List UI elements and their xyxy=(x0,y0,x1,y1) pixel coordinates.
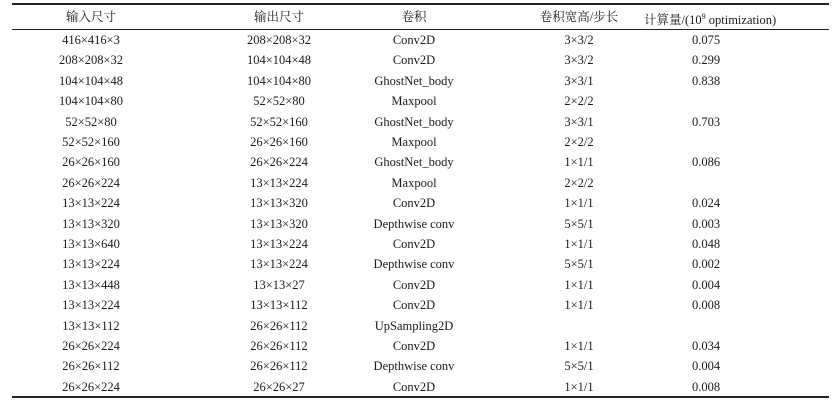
cell-kernel-stride: 1×1/1 xyxy=(564,196,594,211)
cell-compute: 0.004 xyxy=(692,277,721,292)
cell-output-size: 26×26×27 xyxy=(253,379,305,394)
cell-kernel-stride: 3×3/1 xyxy=(564,73,594,88)
cell-input-size: 104×104×48 xyxy=(58,73,124,88)
table-row xyxy=(12,254,829,274)
table-row xyxy=(12,356,829,376)
cell-conv-type: GhostNet_body xyxy=(374,155,454,170)
cell-kernel-stride: 1×1/1 xyxy=(564,237,594,251)
cell-output-size: 26×26×160 xyxy=(250,135,308,149)
cell-conv-type: Maxpool xyxy=(391,94,437,109)
cell-conv-type: Depthwise conv xyxy=(373,359,455,374)
cell-conv-type: GhostNet_body xyxy=(374,73,454,88)
cell-kernel-stride: 2×2/2 xyxy=(564,135,594,149)
cell-output-size: 104×104×48 xyxy=(246,53,312,68)
cell-input-size: 52×52×80 xyxy=(65,114,117,129)
cell-compute: 0.086 xyxy=(692,155,721,170)
cell-conv-type: Depthwise conv xyxy=(373,257,455,272)
cell-input-size: 13×13×224 xyxy=(62,257,120,272)
table-row xyxy=(12,234,829,254)
cell-output-size: 13×13×27 xyxy=(253,277,305,292)
cell-input-size: 26×26×224 xyxy=(62,379,120,394)
table-row xyxy=(12,377,829,397)
cell-conv-type: Conv2D xyxy=(392,237,436,251)
cell-compute: 0.008 xyxy=(692,298,721,313)
cell-compute: 0.003 xyxy=(692,216,721,231)
cell-input-size: 13×13×640 xyxy=(62,237,120,251)
cell-output-size: 26×26×224 xyxy=(250,155,308,170)
cell-input-size: 13×13×224 xyxy=(62,196,120,211)
cell-kernel-stride: 2×2/2 xyxy=(564,175,594,190)
cell-conv-type: Maxpool xyxy=(391,175,437,190)
cell-conv-type: Conv2D xyxy=(392,33,436,47)
cell-output-size: 26×26×112 xyxy=(250,359,308,374)
cell-compute: 0.075 xyxy=(692,33,721,47)
cell-input-size: 26×26×160 xyxy=(62,155,120,170)
cell-compute: 0.002 xyxy=(692,257,721,272)
table-row xyxy=(12,152,829,172)
cell-conv-type: Conv2D xyxy=(392,339,436,353)
header-output-size: 输出尺寸 xyxy=(253,10,304,24)
table-row xyxy=(12,50,829,70)
header-compute-suffix: optimization) xyxy=(705,13,777,27)
cell-output-size: 13×13×224 xyxy=(250,175,308,190)
cell-compute: 0.299 xyxy=(692,53,721,68)
header-compute-exponent: 9 xyxy=(701,12,706,21)
table-row xyxy=(12,30,829,50)
cell-compute: 0.034 xyxy=(692,339,721,353)
cell-kernel-stride: 5×5/1 xyxy=(564,359,594,374)
cell-output-size: 13×13×224 xyxy=(250,237,308,251)
cell-compute: 0.048 xyxy=(692,237,721,251)
cell-conv-type: Depthwise conv xyxy=(373,216,455,231)
cell-conv-type: Conv2D xyxy=(392,379,436,394)
cell-kernel-stride: 1×1/1 xyxy=(564,277,594,292)
cell-output-size: 13×13×112 xyxy=(250,298,308,313)
cell-kernel-stride: 1×1/1 xyxy=(564,298,594,313)
table-row xyxy=(12,173,829,193)
cell-kernel-stride: 3×3/1 xyxy=(564,114,594,129)
table-row xyxy=(12,275,829,295)
cell-output-size: 26×26×112 xyxy=(250,318,308,333)
cell-input-size: 416×416×3 xyxy=(62,33,120,47)
cell-input-size: 208×208×32 xyxy=(58,53,124,68)
cell-input-size: 26×26×224 xyxy=(62,175,120,190)
cell-output-size: 52×52×160 xyxy=(250,114,308,129)
table-row xyxy=(12,193,829,213)
cell-conv-type: Conv2D xyxy=(392,196,436,211)
cell-kernel-stride: 3×3/2 xyxy=(564,53,594,68)
table-row xyxy=(12,71,829,91)
cell-kernel-stride: 1×1/1 xyxy=(564,339,594,353)
cell-kernel-stride: 1×1/1 xyxy=(564,379,594,394)
header-kernel-stride: 卷积宽高/步长 xyxy=(539,10,619,24)
table-row xyxy=(12,316,829,336)
cell-compute: 0.838 xyxy=(692,73,721,88)
table-row xyxy=(12,295,829,315)
cell-output-size: 104×104×80 xyxy=(246,73,312,88)
cell-input-size: 52×52×160 xyxy=(62,135,120,149)
header-conv: 卷积 xyxy=(401,10,427,24)
table-row xyxy=(12,132,829,152)
cell-conv-type: Maxpool xyxy=(391,135,437,149)
cell-input-size: 13×13×320 xyxy=(62,216,120,231)
table-bottom-rule xyxy=(12,396,829,398)
header-input-size: 输入尺寸 xyxy=(65,10,116,24)
cell-kernel-stride: 3×3/2 xyxy=(564,33,594,47)
cell-compute: 0.024 xyxy=(692,196,721,211)
cell-input-size: 26×26×112 xyxy=(62,359,120,374)
cell-compute: 0.008 xyxy=(692,379,721,394)
table-row xyxy=(12,214,829,234)
cell-output-size: 13×13×320 xyxy=(250,196,308,211)
cell-input-size: 104×104×80 xyxy=(58,94,124,109)
table-row xyxy=(12,336,829,356)
cell-input-size: 13×13×224 xyxy=(62,298,120,313)
cell-conv-type: Conv2D xyxy=(392,298,436,313)
cell-conv-type: Conv2D xyxy=(392,277,436,292)
cell-conv-type: UpSampling2D xyxy=(374,318,454,333)
table-row xyxy=(12,91,829,111)
cell-kernel-stride: 5×5/1 xyxy=(564,257,594,272)
cell-output-size: 26×26×112 xyxy=(250,339,308,353)
cell-kernel-stride: 1×1/1 xyxy=(564,155,594,170)
header-compute-prefix: 计算量/(10 xyxy=(644,13,702,27)
cell-output-size: 208×208×32 xyxy=(246,33,312,47)
cell-output-size: 52×52×80 xyxy=(253,94,305,109)
cell-kernel-stride: 5×5/1 xyxy=(564,216,594,231)
cell-kernel-stride: 2×2/2 xyxy=(564,94,594,109)
cell-conv-type: GhostNet_body xyxy=(374,114,454,129)
cell-compute: 0.703 xyxy=(692,114,721,129)
cell-conv-type: Conv2D xyxy=(392,53,436,68)
table-header-row xyxy=(12,4,829,27)
cell-compute: 0.004 xyxy=(692,359,721,374)
cell-input-size: 26×26×224 xyxy=(62,339,120,353)
table-row xyxy=(12,112,829,132)
cell-input-size: 13×13×112 xyxy=(62,318,120,333)
cell-input-size: 13×13×448 xyxy=(62,277,120,292)
cell-output-size: 13×13×224 xyxy=(250,257,308,272)
cell-output-size: 13×13×320 xyxy=(250,216,308,231)
